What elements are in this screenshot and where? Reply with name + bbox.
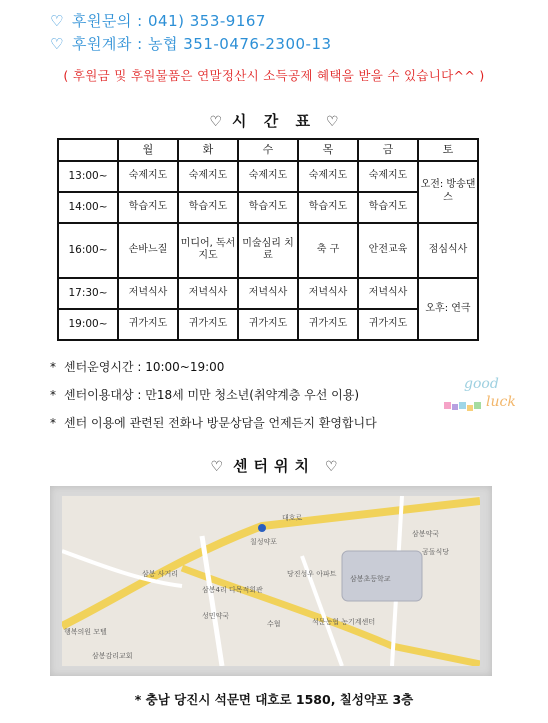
info-notes bbox=[50, 358, 377, 442]
schedule-table bbox=[57, 138, 479, 341]
day-wed: 수 bbox=[238, 139, 298, 161]
activity-cell: 저녁식사 bbox=[178, 278, 238, 309]
saturday-lunch-cell: 점심식사 bbox=[418, 223, 478, 278]
activity-cell: 숙제지도 bbox=[178, 161, 238, 192]
table-row bbox=[58, 161, 478, 192]
activity-cell: 저녁식사 bbox=[118, 278, 178, 309]
map-label: 삼봉감리교회 bbox=[92, 652, 133, 660]
contact-inquiry-text: 후원문의 : 041) 353-9167 bbox=[71, 12, 266, 30]
activity-cell: 귀가지도 bbox=[238, 309, 298, 340]
heart-ornament-icon: ♡ bbox=[324, 459, 338, 475]
activity-cell: 귀가지도 bbox=[178, 309, 238, 340]
day-mon: 월 bbox=[118, 139, 178, 161]
location-map bbox=[62, 496, 480, 666]
activity-cell: 귀가지도 bbox=[118, 309, 178, 340]
map-label: 행복의원 모텔 bbox=[64, 628, 107, 636]
saturday-afternoon-cell: 오후: 연극 bbox=[418, 278, 478, 340]
location-title: 센터위치 bbox=[233, 457, 315, 475]
time-cell: 19:00~ bbox=[58, 309, 118, 340]
note-item bbox=[50, 386, 377, 414]
time-cell: 16:00~ bbox=[58, 223, 118, 278]
activity-cell: 귀가지도 bbox=[358, 309, 418, 340]
activity-cell: 학습지도 bbox=[238, 192, 298, 223]
day-tue: 화 bbox=[178, 139, 238, 161]
time-cell: 17:30~ bbox=[58, 278, 118, 309]
corner-cell bbox=[58, 139, 118, 161]
activity-cell: 학습지도 bbox=[118, 192, 178, 223]
map-label: 삼봉초등학교 bbox=[350, 575, 391, 583]
activity-cell: 학습지도 bbox=[298, 192, 358, 223]
activity-cell: 숙제지도 bbox=[238, 161, 298, 192]
luck-text: luck bbox=[486, 394, 516, 410]
activity-cell: 저녁식사 bbox=[238, 278, 298, 309]
good-luck-sticker bbox=[442, 372, 524, 422]
note-item bbox=[50, 414, 377, 442]
map-label: 수협 bbox=[267, 620, 281, 628]
table-row bbox=[58, 223, 478, 278]
map-label: 성민약국 bbox=[202, 612, 230, 620]
activity-cell: 귀가지도 bbox=[298, 309, 358, 340]
bullet-icon: * bbox=[50, 416, 56, 430]
table-row bbox=[58, 278, 478, 309]
map-label: 석문농협 농기계센터 bbox=[312, 618, 376, 626]
heart-ornament-icon: ♡ bbox=[209, 114, 223, 130]
activity-cell: 숙제지도 bbox=[298, 161, 358, 192]
note-welcome: 센터 이용에 관련된 전화나 방문상담을 언제든지 환영합니다 bbox=[64, 416, 377, 430]
day-sat: 토 bbox=[418, 139, 478, 161]
activity-cell: 축 구 bbox=[298, 223, 358, 278]
activity-cell: 숙제지도 bbox=[358, 161, 418, 192]
activity-cell: 저녁식사 bbox=[298, 278, 358, 309]
day-thu: 목 bbox=[298, 139, 358, 161]
map-label: 당진성우 아파트 bbox=[287, 570, 337, 578]
map-label: 삼봉4리 다목적회관 bbox=[202, 586, 263, 594]
bullet-icon: * bbox=[50, 360, 56, 374]
map-label: 대호로 bbox=[282, 514, 303, 522]
contact-account bbox=[50, 33, 332, 54]
map-label: 삼봉 사거리 bbox=[142, 570, 179, 578]
map-label: 삼봉약국 bbox=[412, 530, 440, 538]
table-row bbox=[58, 192, 478, 223]
schedule-title: 시 간 표 bbox=[232, 112, 316, 130]
tax-notice: ( 후원금 및 후원물품은 연말정산시 소득공제 혜택을 받을 수 있습니다^^ ) bbox=[63, 68, 485, 83]
note-hours: 센터운영시간 : 10:00~19:00 bbox=[64, 360, 225, 374]
note-target: 센터이용대상 : 만18세 미만 청소년(취약계층 우선 이용) bbox=[64, 388, 359, 402]
heart-ornament-icon: ♡ bbox=[210, 459, 224, 475]
contact-account-text: 후원계좌 : 농협 351-0476-2300-13 bbox=[71, 35, 332, 53]
schedule-heading bbox=[0, 110, 548, 131]
activity-cell: 학습지도 bbox=[178, 192, 238, 223]
good-text: good bbox=[464, 376, 499, 392]
activity-cell: 저녁식사 bbox=[358, 278, 418, 309]
heart-icon: ♡ bbox=[50, 12, 64, 30]
day-fri: 금 bbox=[358, 139, 418, 161]
heart-icon: ♡ bbox=[50, 35, 64, 53]
saturday-morning-cell: 오전: 방송댄스 bbox=[418, 161, 478, 223]
map-label: 곰돌식당 bbox=[422, 548, 450, 556]
time-cell: 13:00~ bbox=[58, 161, 118, 192]
activity-cell: 손바느질 bbox=[118, 223, 178, 278]
map-label: 칠성약포 bbox=[250, 538, 278, 546]
heart-ornament-icon: ♡ bbox=[325, 114, 339, 130]
bullet-icon: * bbox=[50, 388, 56, 402]
activity-cell: 숙제지도 bbox=[118, 161, 178, 192]
center-address: * 충남 당진시 석문면 대호로 1580, 칠성약포 3층 bbox=[134, 692, 414, 707]
activity-cell: 학습지도 bbox=[358, 192, 418, 223]
table-header-row bbox=[58, 139, 478, 161]
table-row bbox=[58, 309, 478, 340]
activity-cell: 미술심리 치료 bbox=[238, 223, 298, 278]
contact-inquiry bbox=[50, 10, 266, 31]
location-heading bbox=[0, 455, 548, 476]
time-cell: 14:00~ bbox=[58, 192, 118, 223]
note-item bbox=[50, 358, 377, 386]
activity-cell: 미디어, 독서지도 bbox=[178, 223, 238, 278]
activity-cell: 안전교육 bbox=[358, 223, 418, 278]
